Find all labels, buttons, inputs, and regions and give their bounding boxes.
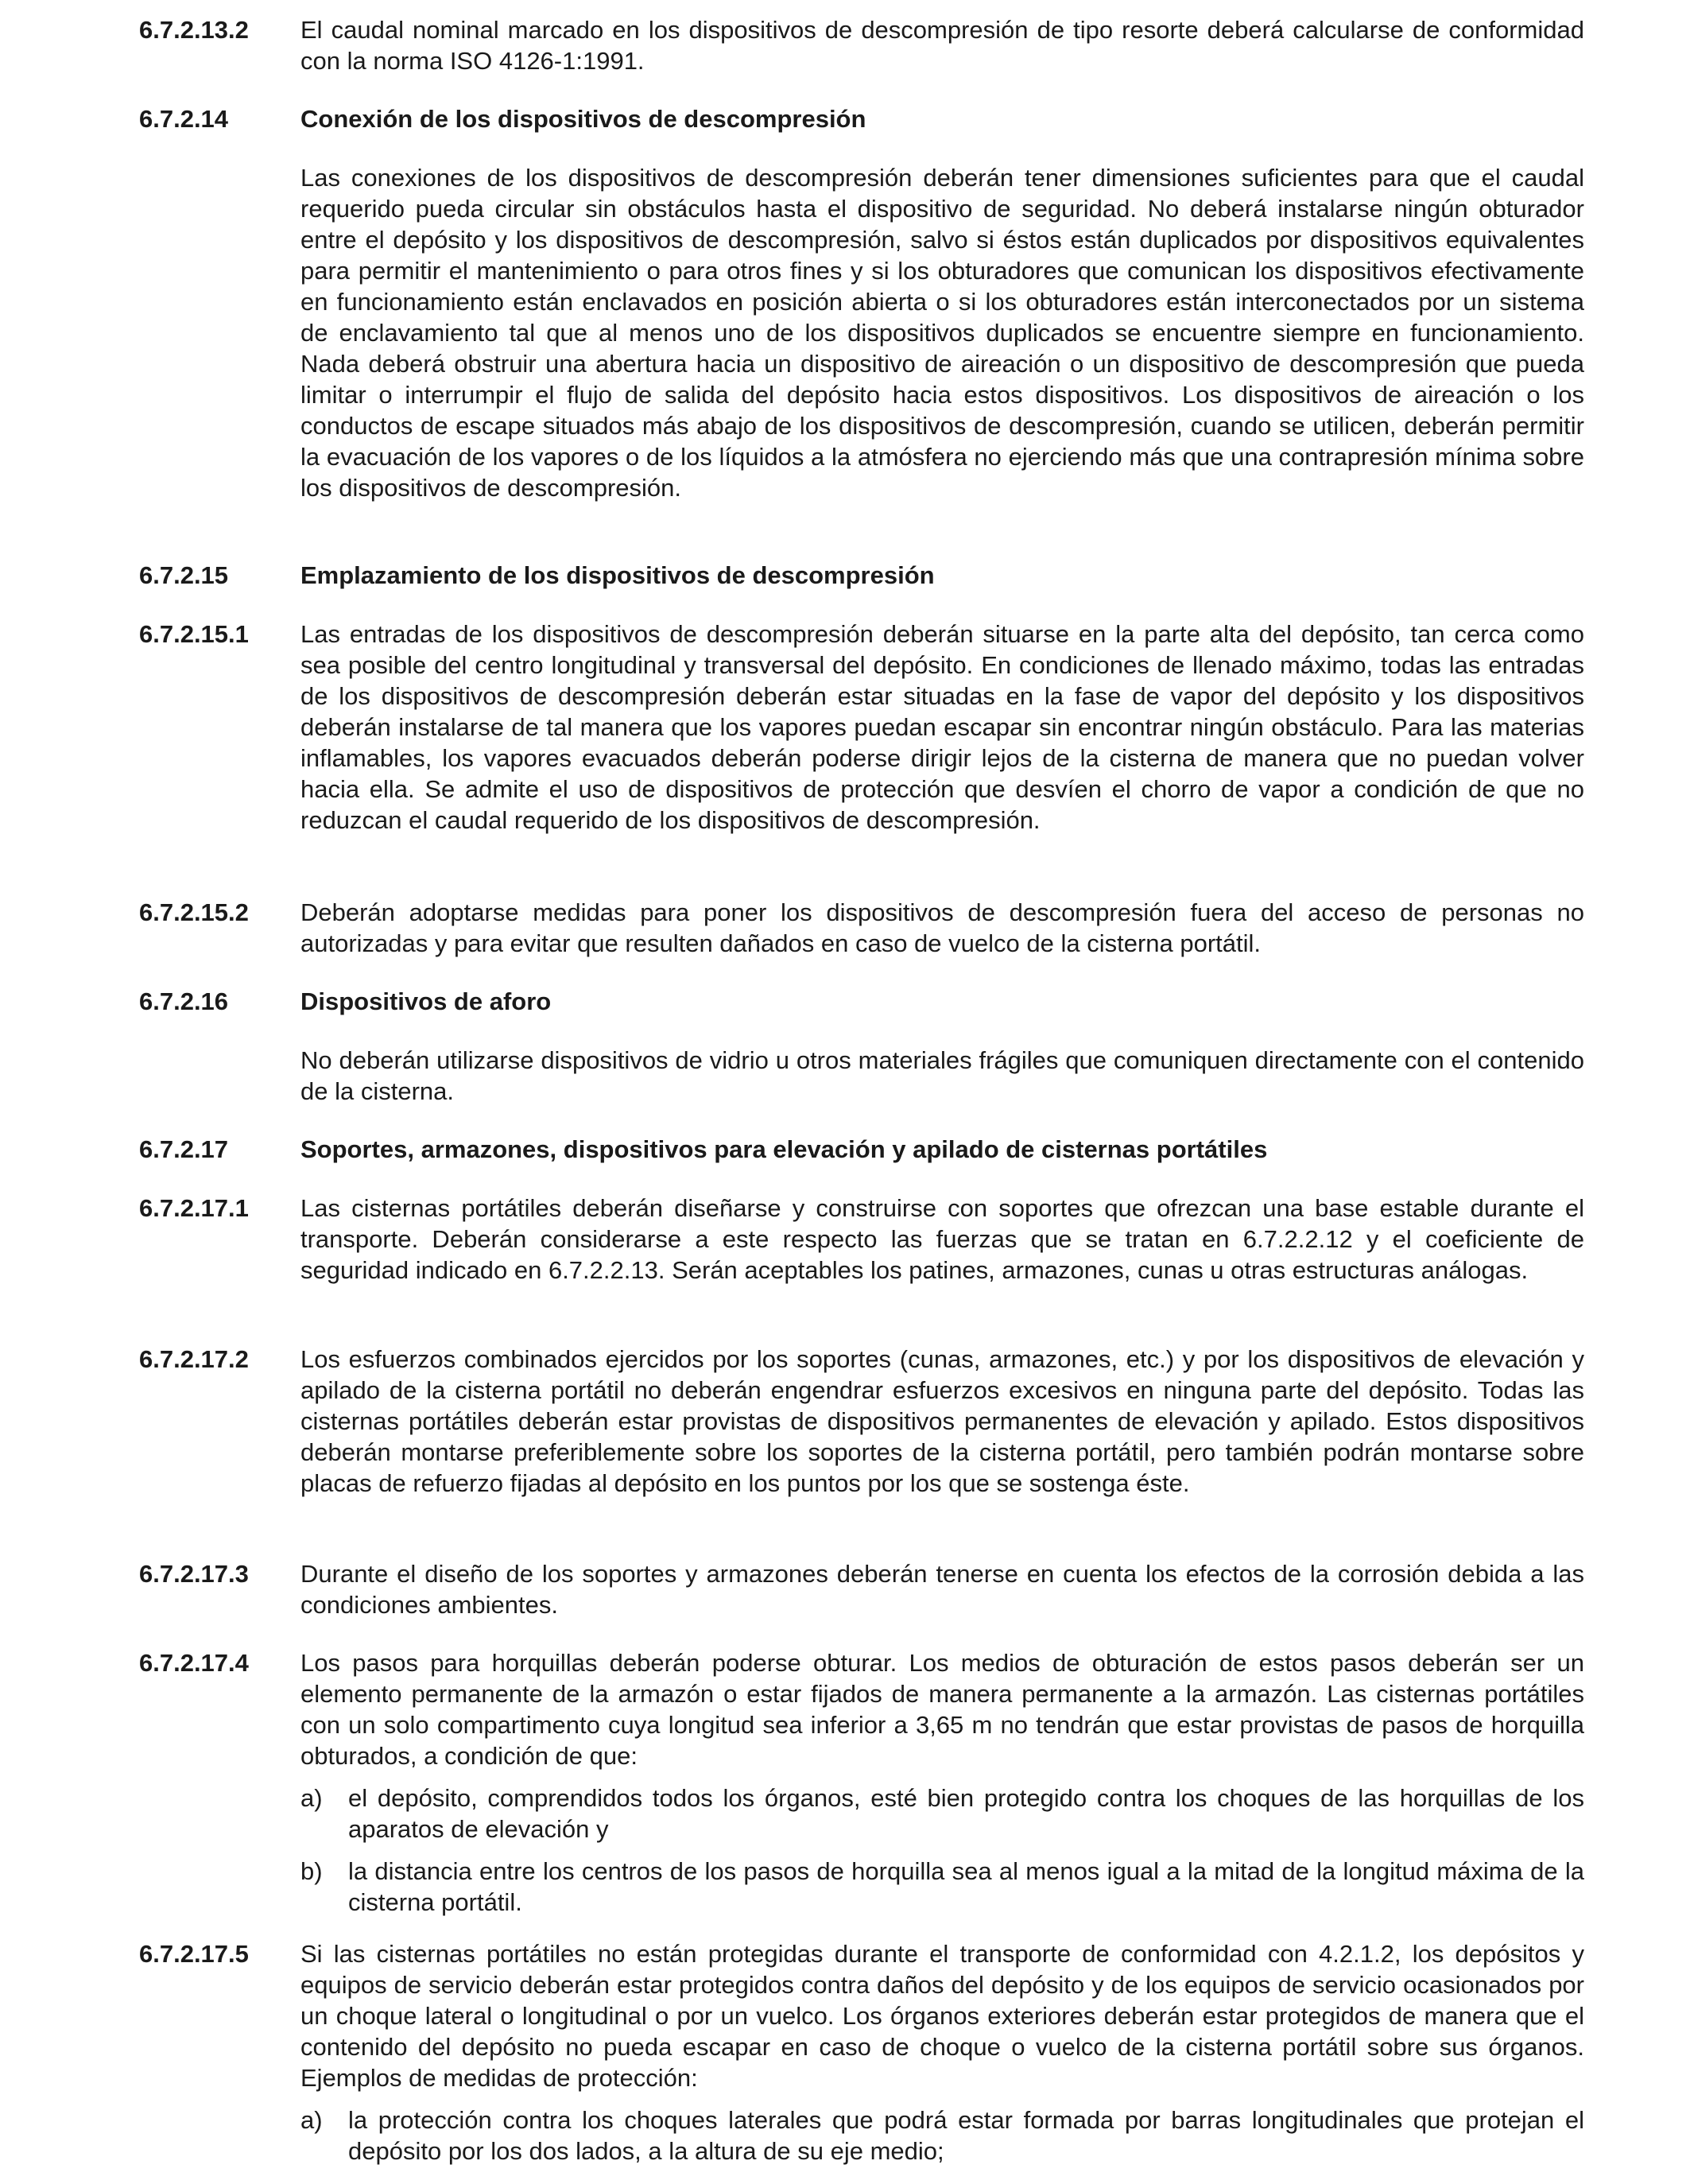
section-heading: Dispositivos de aforo bbox=[300, 987, 552, 1015]
section-number: 6.7.2.15 bbox=[139, 561, 229, 589]
list-item-text: el depósito, comprendidos todos los órganos, esté bien protegido contra los choques de las horquillas de los aparatos de elevación y bbox=[348, 1784, 1584, 1843]
section-number: 6.7.2.17.5 bbox=[139, 1940, 249, 1968]
section-number: 6.7.2.16 bbox=[139, 987, 229, 1015]
section-number: 6.7.2.17.3 bbox=[139, 1560, 249, 1588]
paragraph-text: Los pasos para horquillas deberán poderse obturar. Los medios de obturación de estos pasos deberán ser un elemento permanente de la armazón o estar fijados de manera permanente a la armazón. Las cisternas portátiles con un solo compartimento cuya longitud sea inferior a 3,65 m no tendrán que estar provistas de pasos de horquilla obturados, a condición de que: bbox=[300, 1649, 1584, 1770]
paragraph-text: Deberán adoptarse medidas para poner los dispositivos de descompresión fuera del acceso de personas no autorizadas y para evitar que resulten dañados en caso de vuelco de la cisterna portátil. bbox=[300, 898, 1584, 957]
list-item-text: la protección contra los choques laterales que podrá estar formada por barras longitudinales que protejan el depósito por los dos lados, a la altura de su eje medio; bbox=[348, 2106, 1584, 2165]
section-heading: Emplazamiento de los dispositivos de descompresión bbox=[300, 561, 935, 589]
paragraph-body bbox=[300, 1647, 1584, 1918]
paragraph-body bbox=[300, 1938, 1584, 2167]
section-number: 6.7.2.13.2 bbox=[139, 16, 249, 44]
paragraph-text: Si las cisternas portátiles no están protegidas durante el transporte de conformidad con 4.2.1.2, los depósitos y equipos de servicio deberán estar protegidos contra daños del depósito y de los equipos de servicio ocasionados por un choque lateral o longitudinal o por un vuelco. Los órganos exteriores deberán estar protegidos de manera que el contenido del depósito no pueda escapar en caso de choque o vuelco de la cisterna portátil sobre sus órganos. Ejemplos de medidas de protección: bbox=[300, 1940, 1584, 2092]
list-item-text: la distancia entre los centros de los pasos de horquilla sea al menos igual a la mitad de la longitud máxima de la cisterna portátil. bbox=[348, 1857, 1584, 1916]
paragraph-text: Las cisternas portátiles deberán diseñarse y construirse con soportes que ofrezcan una base estable durante el transporte. Deberán considerarse a este respecto las fuerzas que se tratan en 6.7.2.2.12 y el coeficiente de seguridad indicado en 6.7.2.2.13. Serán aceptables los patines, armazones, cunas u otras estructuras análogas. bbox=[300, 1194, 1584, 1284]
list-item-letter: b) bbox=[300, 1857, 323, 1885]
section-heading: Soportes, armazones, dispositivos para elevación y apilado de cisternas portátiles bbox=[300, 1135, 1268, 1163]
list-item-letter: a) bbox=[300, 1784, 323, 1812]
list-item-letter: a) bbox=[300, 2106, 323, 2134]
section-number: 6.7.2.15.1 bbox=[139, 620, 249, 648]
list-item bbox=[300, 2104, 1584, 2167]
section-number: 6.7.2.17.1 bbox=[139, 1194, 249, 1222]
section-number: 6.7.2.14 bbox=[139, 105, 229, 133]
paragraph-text: No deberán utilizarse dispositivos de vidrio u otros materiales frágiles que comuniquen directamente con el contenido de la cisterna. bbox=[300, 1046, 1584, 1105]
section-number: 6.7.2.17.4 bbox=[139, 1649, 249, 1677]
paragraph-text: Las conexiones de los dispositivos de descompresión deberán tener dimensiones suficientes para que el caudal requerido pueda circular sin obstáculos hasta el dispositivo de seguridad. No deberá instalarse ningún obturador entre el depósito y los dispositivos de descompresión, salvo si éstos están duplicados por dispositivos equivalentes para permitir el mantenimiento o para otros fines y si los obturadores que comunican los dispositivos efectivamente en funcionamiento están enclavados en posición abierta o si los obturadores están interconectados por un sistema de enclavamiento tal que al menos uno de los dispositivos duplicados se encuentre siempre en funcionamiento. Nada deberá obstruir una abertura hacia un dispositivo de aireación o un dispositivo de descompresión que pueda limitar o interrumpir el flujo de salida del depósito hacia estos dispositivos. Los dispositivos de aireación o los conductos de escape situados más abajo de los dispositivos de descompresión, cuando se utilicen, deberán permitir la evacuación de los vapores o de los líquidos a la atmósfera no ejerciendo más que una contrapresión mínima sobre los dispositivos de descompresión. bbox=[300, 164, 1584, 502]
paragraph-text: Los esfuerzos combinados ejercidos por los soportes (cunas, armazones, etc.) y por los dispositivos de elevación y apilado de la cisterna portátil no deberán engendrar esfuerzos excesivos en ninguna parte del depósito. Todas las cisternas portátiles deberán estar provistas de dispositivos permanentes de elevación y apilado. Estos dispositivos deberán montarse preferiblemente sobre los soportes de la cisterna portátil, pero también podrán montarse sobre placas de refuerzo fijadas al depósito en los puntos por los que se sostenga éste. bbox=[300, 1345, 1584, 1497]
list-item bbox=[300, 1856, 1584, 1918]
list-item bbox=[300, 1783, 1584, 1845]
paragraph-text: El caudal nominal marcado en los dispositivos de descompresión de tipo resorte deberá calcularse de conformidad con la norma ISO 4126-1:1991. bbox=[300, 16, 1584, 75]
section-number: 6.7.2.15.2 bbox=[139, 898, 249, 926]
paragraph-text: Durante el diseño de los soportes y armazones deberán tenerse en cuenta los efectos de la corrosión debida a las condiciones ambientes. bbox=[300, 1560, 1584, 1619]
section-heading: Conexión de los dispositivos de descompresión bbox=[300, 105, 866, 133]
section-number: 6.7.2.17.2 bbox=[139, 1345, 249, 1373]
paragraph-text: Las entradas de los dispositivos de descompresión deberán situarse en la parte alta del depósito, tan cerca como sea posible del centro longitudinal y transversal del depósito. En condiciones de llenado máximo, todas las entradas de los dispositivos de descompresión deberán estar situadas en la fase de vapor del depósito y los dispositivos deberán instalarse de tal manera que los vapores puedan escapar sin encontrar ningún obstáculo. Para las materias inflamables, los vapores evacuados deberán poderse dirigir lejos de la cisterna de manera que no puedan volver hacia ella. Se admite el uso de dispositivos de protección que desvíen el chorro de vapor a condición de que no reduzcan el caudal requerido de los dispositivos de descompresión. bbox=[300, 620, 1584, 834]
section-number: 6.7.2.17 bbox=[139, 1135, 229, 1163]
